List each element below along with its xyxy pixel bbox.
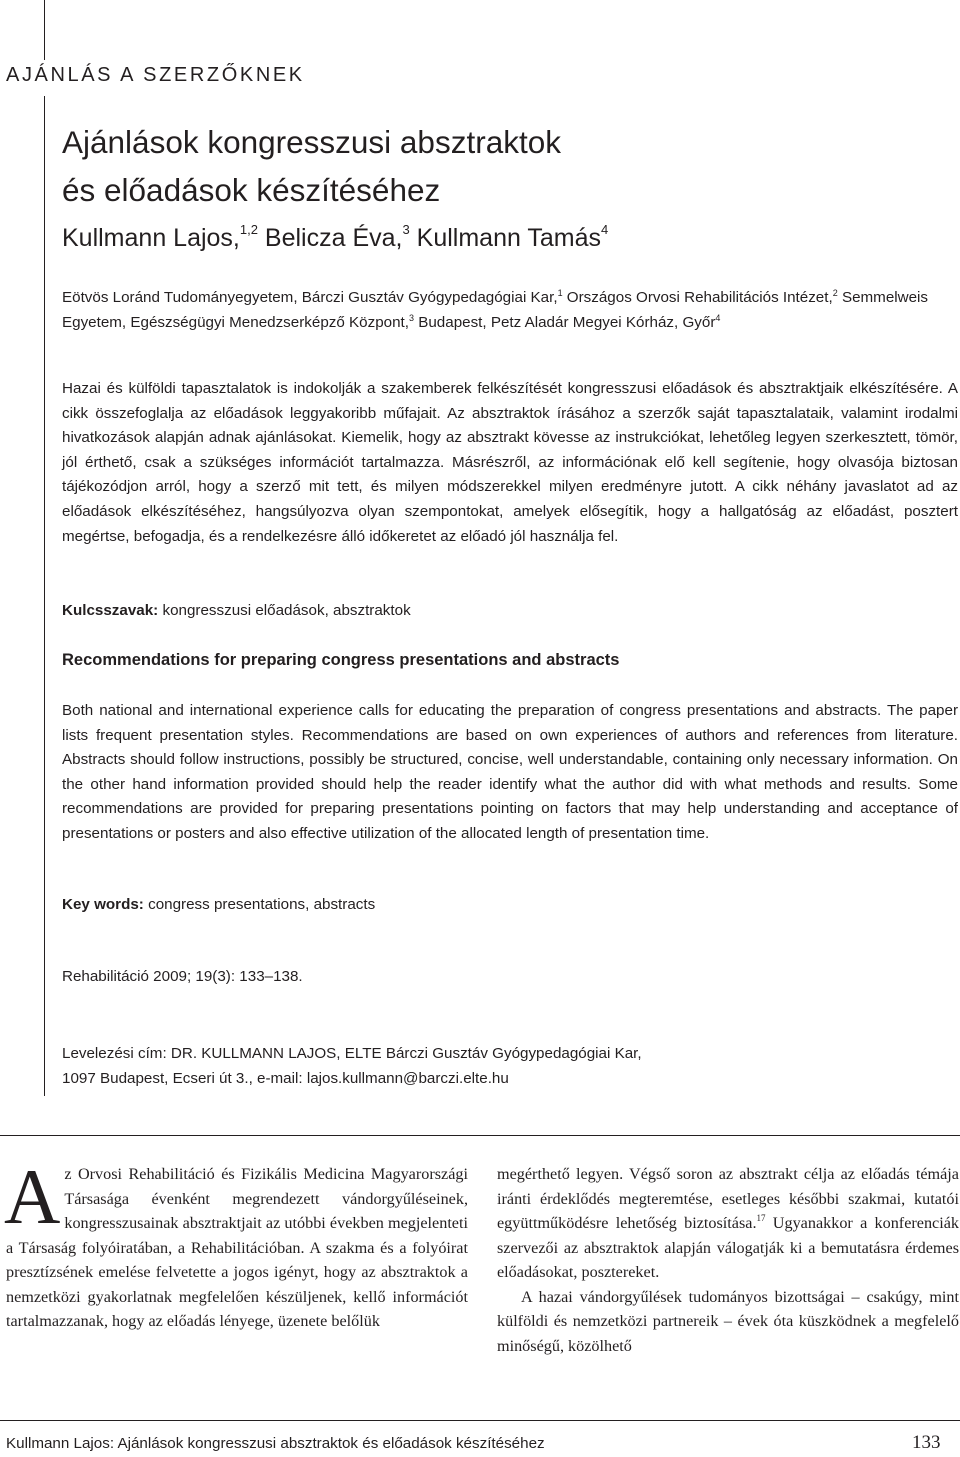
keywords-english bbox=[62, 896, 375, 913]
body-paragraph bbox=[4, 1153, 468, 1334]
author-affiliation-mark: 1,2 bbox=[239, 222, 258, 237]
footer-top-rule bbox=[0, 1420, 960, 1421]
correspondence-line-2: 1097 Budapest, Ecseri út 3., e-mail: lajos.kullmann@barczi.elte.hu bbox=[62, 1070, 509, 1087]
affiliation-mark: 4 bbox=[715, 313, 721, 323]
title-line-1: Ajánlások kongresszusi absztraktok bbox=[62, 124, 561, 160]
abstract-hungarian: Hazai és külföldi tapasztalatok is indokolják a szakemberek felkészítését kongresszusi előadások és absztraktjaik elkészítésére. A cikk összefoglalja az előadások leggyakoribb műfajait. Az absztraktok írásához a szerzők saját tapasztalataik, valamint irodalmi hivatkozások alapján adnak ajánlásokat. Kiemelik, hogy az absztrakt kövesse az instrukciókat, lehetőleg legyen szerkesztett, tömör, jól érthető, csak a szükséges információt tartalmazza. Másrészről, az információnak elő kell segítenie, hogy olvasója biztosan tájékozódjon arról, hogy a szerző mit tett, és milyen módszerekkel milyen eredményre jutott. A cikk néhány javaslatot ad az előadások elkészítéséhez, hangsúlyozva olyan szempontokat, amelyek elősegítik, hogy a hallgatóság az előadást, posztert megértse, befogadja, és a rendelkezésre álló időkeretet az előadó jól használja fel. bbox=[62, 380, 958, 545]
running-title: Kullmann Lajos: Ajánlások kongresszusi absztraktok és előadások készítéséhez bbox=[6, 1435, 545, 1452]
body-column-left bbox=[4, 1153, 468, 1334]
correspondence bbox=[62, 1041, 642, 1091]
author-affiliation-mark: 4 bbox=[601, 222, 609, 237]
article-title bbox=[62, 118, 561, 214]
affiliation-mark: 1 bbox=[557, 288, 563, 298]
page-number: 133 bbox=[912, 1432, 941, 1453]
paragraph-text: Ugyanakkor a konferenciák szervezői az absztraktok alapján válogatják ki a bemutatásra érdemes előadásokat, posztereket. bbox=[497, 1214, 960, 1281]
keywords-label: Key words: bbox=[62, 896, 144, 913]
author-name: Kullmann Tamás bbox=[416, 224, 602, 252]
author-affiliation-mark: 3 bbox=[402, 222, 410, 237]
affiliation-mark: 2 bbox=[832, 288, 838, 298]
keywords-label: Kulcsszavak: bbox=[62, 602, 159, 619]
body-paragraph: A hazai vándorgyűlések tudományos bizottságai – csakúgy, mint külföldi és nemzetközi partnereik – évek óta küszködnek a megfelelő minőségű, közölhető bbox=[497, 1287, 959, 1355]
keywords-hungarian bbox=[62, 602, 411, 619]
abstract-english: Both national and international experience calls for educating the preparation of congress presentations and abstracts. The paper lists frequent presentation styles. Recommendations are based on own experiences of authors and references from literature. Abstracts should follow instructions, possibly be structured, concise, well understandable, containing only necessary information. On the other hand information provided should help the reader identify what the author did with what methods and results. Some recommendations are provided for preparing presentations pointing on factors that may help understanding and acceptance of presentations or posters and also effective utilization of the allocated length of presentation time. bbox=[62, 702, 958, 842]
paragraph-text: z Orvosi Rehabilitáció és Fizikális Medicina Magyarországi Társasága évenként megrendezett vándorgyűléseinek, kongresszusainak absztraktjait az utóbbi években megjelenteti a Társaság folyóiratában, a Rehabilitációban. A szakma és a folyóirat presztízsének emelése felvetette a jogos igényt, hogy az absztraktok a nemzetközi gyakorlatnak megfelelően készüljenek, kellő információt tartalmazzanak, hogy az előadás lényege, üzenete belőlük bbox=[6, 1165, 468, 1330]
paragraph-text: megérthető legyen. Végső soron az absztrakt célja az előadás témája iránti érdeklődés megteremtése, esetleges későbbi szakmai, kutatói együttműködésre lehetőség biztosítása. bbox=[497, 1165, 959, 1232]
author-name: Kullmann Lajos, bbox=[62, 224, 240, 252]
drop-cap: A bbox=[4, 1153, 61, 1240]
affiliation-mark: 3 bbox=[408, 313, 414, 323]
affiliation-text: Semmelweis Egyetem, Egészségügyi Menedzserképző Központ, bbox=[62, 289, 929, 331]
body-paragraph bbox=[497, 1162, 959, 1285]
citation: Rehabilitáció 2009; 19(3): 133–138. bbox=[62, 968, 303, 985]
header-vertical-rule bbox=[44, 96, 45, 1096]
reference-mark: 17 bbox=[756, 1213, 766, 1223]
body-column-right bbox=[497, 1162, 959, 1358]
correspondence-line-1: Levelezési cím: DR. KULLMANN LAJOS, ELTE Bárczi Gusztáv Gyógypedagógiai Kar, bbox=[62, 1045, 642, 1062]
author-list bbox=[62, 224, 608, 253]
keywords-text: kongresszusi előadások, absztraktok bbox=[158, 602, 411, 619]
footer-horizontal-rule bbox=[0, 1135, 960, 1136]
affiliation-text: Országos Orvosi Rehabilitációs Intézet, bbox=[562, 289, 833, 306]
keywords-text: congress presentations, abstracts bbox=[143, 896, 376, 913]
top-vertical-rule bbox=[44, 0, 45, 60]
affiliations bbox=[62, 285, 942, 335]
affiliation-text: Eötvös Loránd Tudományegyetem, Bárczi Gusztáv Gyógypedagógiai Kar, bbox=[62, 289, 558, 306]
affiliation-text: Budapest, Petz Aladár Megyei Kórház, Győr bbox=[414, 314, 716, 331]
author-name: Belicza Éva, bbox=[264, 224, 403, 252]
section-kicker: AJÁNLÁS A SZERZŐKNEK bbox=[6, 64, 305, 86]
english-title: Recommendations for preparing congress presentations and abstracts bbox=[62, 651, 620, 669]
title-line-2: és előadások készítéséhez bbox=[62, 172, 441, 208]
